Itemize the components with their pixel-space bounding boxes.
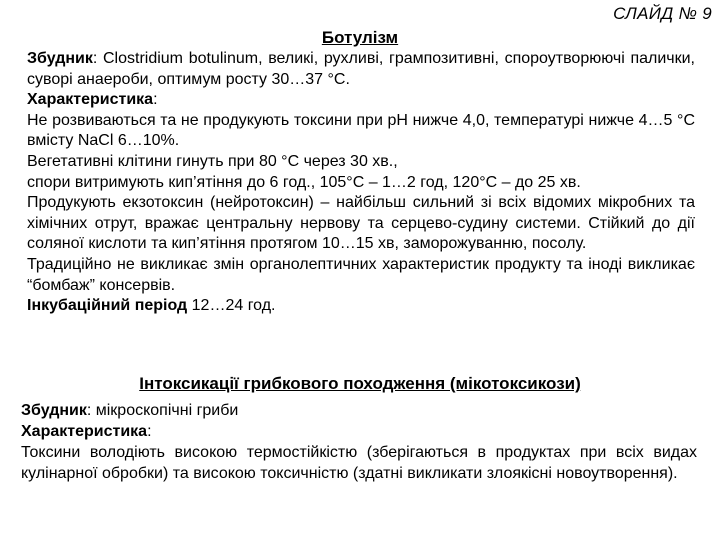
agent-paragraph (27, 49, 695, 90)
characteristic-heading (21, 421, 697, 442)
incubation-label: Інкубаційний період (27, 297, 188, 315)
characteristic-colon: : (147, 423, 152, 440)
mycotoxicosis-section (21, 400, 697, 484)
agent-text: : мікроскопічні гриби (86, 402, 239, 419)
characteristic-label: Характеристика (21, 423, 148, 440)
characteristic-line: Традиційно не викликає змін органолептичних характеристик продукту та іноді викликає “бомбаж” консервів. (27, 255, 695, 294)
agent-paragraph (21, 400, 697, 421)
agent-label: Збудник (21, 402, 87, 419)
slide-number: СЛАЙД № 9 (613, 4, 712, 23)
characteristic-line: Вегетативні клітини гинуть при 80 °С через 30 хв., (27, 152, 398, 170)
characteristic-text: Токсини володіють високою термостійкістю (зберігаються в продуктах при всіх видах кулінарної обробки) та високою токсичністю (здатні викликати злоякісні новоутворення). (21, 444, 697, 482)
characteristic-heading (27, 90, 695, 111)
page-title: Ботулізм (321, 28, 399, 47)
characteristic-line: спори витримують кип’ятіння до 6 год., 105°С – 1…2 год, 120°С – до 25 хв. (27, 173, 581, 191)
agent-text: : Clostridium botulinum, великі, рухливі, грампозитивні, спороутворюючі палички, суворі анаероби, оптимум росту 30…37 °С. (27, 50, 695, 88)
botulism-section (27, 49, 695, 317)
mycotoxicosis-title: Інтоксикації грибкового походження (мікотоксикози) (139, 374, 581, 393)
incubation-paragraph (27, 296, 695, 317)
characteristic-line: Продукують екзотоксин (нейротоксин) – найбільш сильний зі всіх відомих мікробних та хімічних отрут, вражає центральну нервову та серцево-судину системи. Стійкий до дії соляної кислоти та кип’ятіння протягом 10…15 хв, заморожуванню, посолу. (27, 194, 695, 253)
characteristic-line: Не розвиваються та не продукують токсини при рН нижче 4,0, температурі нижче 4…5 °С вмісту NaCl 6…10%. (27, 111, 695, 150)
incubation-text: 12…24 год. (187, 297, 276, 315)
agent-label: Збудник (27, 50, 93, 67)
characteristic-label: Характеристика (27, 91, 154, 109)
characteristic-colon: : (153, 91, 158, 109)
